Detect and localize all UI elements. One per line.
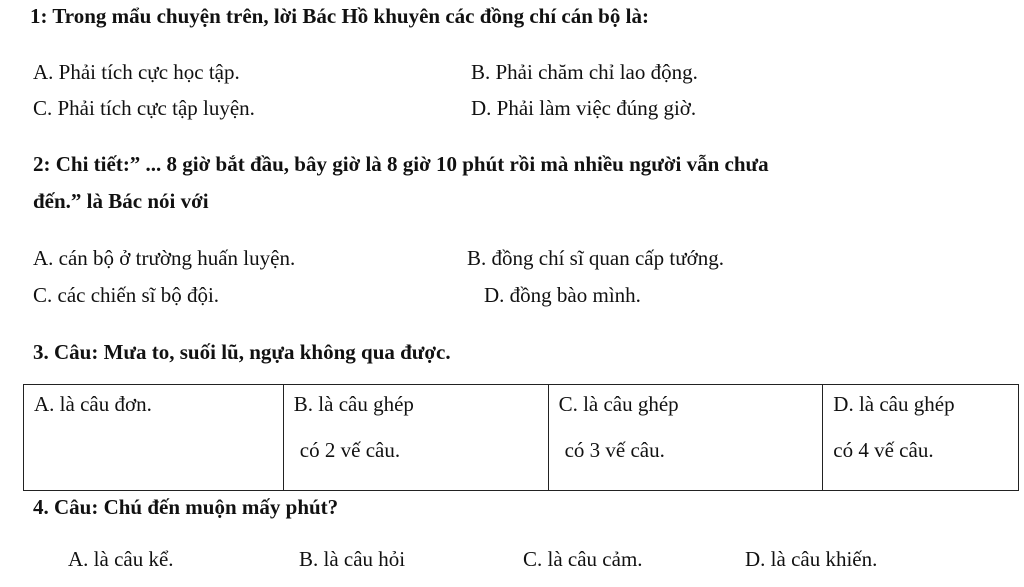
q3-option-b-cell — [283, 385, 548, 491]
q2-option-a: A. cán bộ ở trường huấn luyện. — [33, 246, 296, 270]
q1-option-c: C. Phải tích cực tập luyện. — [33, 96, 255, 120]
q3-option-d-line-1: D. là câu ghép — [833, 392, 955, 416]
q3-option-a-line-1: A. là câu đơn. — [34, 392, 152, 416]
q4-option-d: D. là câu khiến. — [745, 547, 878, 571]
q4-option-b: B. là câu hỏi — [299, 547, 406, 571]
q2-option-c: C. các chiến sĩ bộ đội. — [33, 283, 220, 307]
q3-option-d-line-2: có 4 vế câu. — [833, 438, 934, 462]
q3-option-c-line-2: có 3 vế câu. — [564, 438, 665, 462]
question-1: 1: Trong mẩu chuyện trên, lời Bác Hồ khuyên các đồng chí cán bộ là: — [30, 4, 649, 28]
q1-option-b: B. Phải chăm chỉ lao động. — [471, 60, 698, 84]
q4-option-c: C. là câu cảm. — [523, 547, 643, 571]
q3-option-c-cell — [548, 385, 823, 491]
q3-option-a-cell — [24, 385, 284, 491]
q3-option-c-line-1: C. là câu ghép — [558, 392, 679, 416]
question-4: 4. Câu: Chú đến muộn mấy phút? — [33, 495, 339, 519]
table-row — [24, 385, 1019, 491]
q1-option-d: D. Phải làm việc đúng giờ. — [471, 96, 697, 120]
question-3: 3. Câu: Mưa to, suối lũ, ngựa không qua được. — [33, 340, 451, 364]
q2-option-d: D. đồng bào mình. — [484, 283, 641, 307]
q4-option-a: A. là câu kể. — [68, 547, 174, 571]
q3-option-b-line-1: B. là câu ghép — [293, 392, 414, 416]
question-2-line-1: 2: Chi tiết:” ... 8 giờ bắt đầu, bây giờ là 8 giờ 10 phút rồi mà nhiều người vẫn chưa — [33, 152, 769, 176]
q2-option-b: B. đồng chí sĩ quan cấp tướng. — [467, 246, 724, 270]
question-2-line-2: đến.” là Bác nói với — [33, 189, 209, 213]
q3-answer-table — [23, 384, 1019, 491]
q1-option-a: A. Phải tích cực học tập. — [33, 60, 240, 84]
q3-option-d-cell — [823, 385, 1019, 491]
q3-option-b-line-2: có 2 vế câu. — [299, 438, 401, 462]
